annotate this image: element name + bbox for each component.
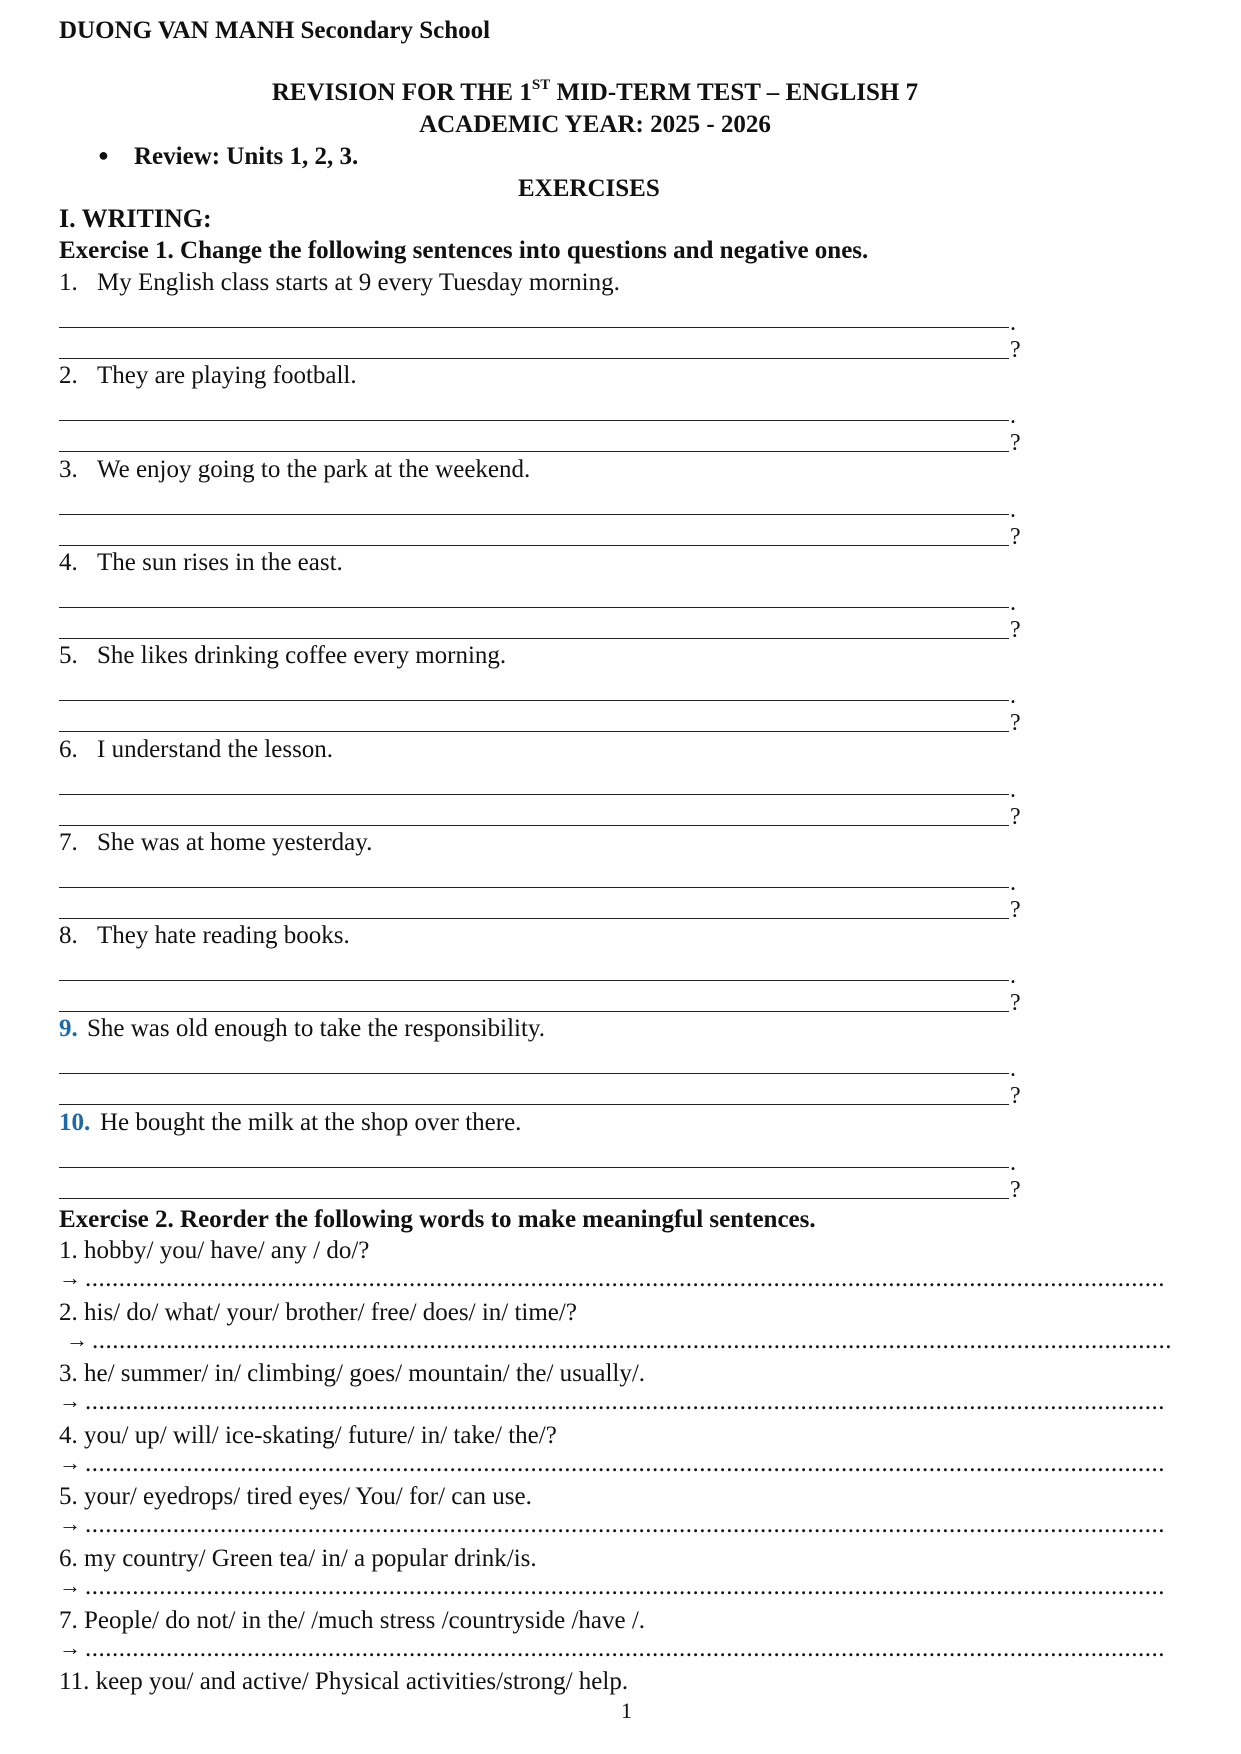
exercise2-item-words: 2. his/ do/ what/ your/ brother/ free/ does/ in/ time/? [59,1298,577,1326]
exercise1-item-sentence: We enjoy going to the park at the weekend. [97,455,531,483]
negative-answer-line[interactable] [59,1073,1009,1074]
answer-arrow-icon: → [66,1326,88,1352]
period-mark: . [1010,403,1016,430]
question-answer-line[interactable] [59,638,1009,639]
negative-answer-line[interactable] [59,420,1009,421]
school-name: DUONG VAN MANH Secondary School [59,17,491,44]
answer-arrow-icon: → [59,1449,81,1475]
answer-dotted-line[interactable]: ................................................................................................................................................................ [92,1326,1172,1354]
exercise2-item-words: 5. your/ eyedrops/ tired eyes/ You/ for/ can use. [59,1483,532,1511]
exercise1-item-sentence: She was at home yesterday. [97,828,373,856]
question-answer-line[interactable] [59,358,1009,359]
negative-answer-line[interactable] [59,514,1009,515]
exercise1-item-sentence: They are playing football. [97,362,357,390]
answer-dotted-line[interactable]: ................................................................................................................................................................ [85,1634,1165,1662]
answer-dotted-line[interactable]: ................................................................................................................................................................ [85,1573,1165,1600]
question-mark: ? [1010,337,1021,363]
question-mark: ? [1010,1083,1021,1110]
exercise1-item-number: 2. [59,362,78,390]
title-superscript: ST [531,77,551,93]
exercise1-item-number: 6. [59,735,78,763]
question-answer-line[interactable] [59,918,1009,919]
exercise1-heading: Exercise 1. Change the following sentences into questions and negative ones. [59,237,869,264]
page-number: 1 [621,1698,632,1723]
exercise1-item-sentence: They hate reading books. [97,922,350,950]
bullet-icon: ● [98,145,109,165]
exercise1-item-number: 9. [59,1015,78,1043]
page-title [0,77,1190,106]
exercise1-item-sentence: She likes drinking coffee every morning. [97,642,507,670]
negative-answer-line[interactable] [59,700,1009,701]
question-mark: ? [1010,803,1021,830]
question-answer-line[interactable] [59,1198,1009,1199]
exercise2-heading: Exercise 2. Reorder the following words to make meaningful sentences. [59,1206,816,1233]
question-mark: ? [1010,616,1021,643]
negative-answer-line[interactable] [59,980,1009,981]
exercise1-item-sentence: The sun rises in the east. [97,548,343,576]
negative-answer-line[interactable] [59,887,1009,888]
question-mark: ? [1010,896,1021,923]
exercise2-item-words: 7. People/ do not/ in the/ /much stress /countryside /have /. [59,1606,646,1634]
question-mark: ? [1010,430,1021,457]
exercise1-item-number: 4. [59,548,78,576]
exercise2-item-words: 1. hobby/ you/ have/ any / do/? [59,1237,370,1264]
review-units: Review: Units 1, 2, 3. [134,143,359,170]
exercise2-item-words: 3. he/ summer/ in/ climbing/ goes/ mountain/ the/ usually/. [59,1360,646,1388]
negative-answer-line[interactable] [59,327,1009,328]
exercise2-item-words: 6. my country/ Green tea/ in/ a popular drink/is. [59,1545,537,1572]
answer-dotted-line[interactable]: ................................................................................................................................................................ [85,1388,1165,1416]
question-answer-line[interactable] [59,1011,1009,1012]
exercise1-item-number: 7. [59,828,78,856]
answer-arrow-icon: → [59,1511,81,1537]
question-mark: ? [1010,523,1021,550]
exercise1-item-sentence: My English class starts at 9 every Tuesday morning. [97,269,620,296]
answer-arrow-icon: → [59,1265,81,1290]
title-post: MID-TERM TEST – ENGLISH 7 [550,79,919,106]
answer-arrow-icon: → [59,1634,81,1660]
answer-arrow-icon: → [59,1573,81,1598]
question-answer-line[interactable] [59,1104,1009,1105]
exercise1-item-number: 10. [59,1108,91,1136]
exercise2-item-words: 4. you/ up/ will/ ice-skating/ future/ in/ take/ the/? [59,1421,557,1449]
period-mark: . [1010,496,1016,523]
section-writing: I. WRITING: [59,204,212,233]
exercise1-item-sentence: I understand the lesson. [97,735,334,763]
answer-arrow-icon: → [59,1388,81,1414]
question-answer-line[interactable] [59,825,1009,826]
exercise1-item-number: 1. [59,269,78,296]
question-mark: ? [1010,990,1021,1017]
question-answer-line[interactable] [59,545,1009,546]
period-mark: . [1010,776,1016,803]
question-answer-line[interactable] [59,731,1009,732]
title-pre: REVISION FOR THE 1 [271,79,532,106]
answer-dotted-line[interactable]: ................................................................................................................................................................ [85,1511,1165,1539]
answer-dotted-line[interactable]: ................................................................................................................................................................ [85,1265,1165,1292]
exercise1-item-number: 3. [59,455,78,483]
exercises-heading: EXERCISES [518,175,660,202]
negative-answer-line[interactable] [59,1167,1009,1168]
period-mark: . [1010,1149,1016,1176]
period-mark: . [1010,589,1016,616]
period-mark: . [1010,683,1016,710]
period-mark: . [1010,1056,1016,1083]
question-mark: ? [1010,710,1021,737]
academic-year: ACADEMIC YEAR: 2025 - 2026 [419,111,771,138]
period-mark: . [1010,310,1016,336]
exercise1-item-number: 8. [59,922,78,950]
negative-answer-line[interactable] [59,607,1009,608]
exercise1-item-sentence: He bought the milk at the shop over there. [100,1108,522,1136]
negative-answer-line[interactable] [59,794,1009,795]
question-mark: ? [1010,1176,1021,1203]
period-mark: . [1010,963,1016,990]
period-mark: . [1010,869,1016,896]
exercise1-item-number: 5. [59,642,78,670]
exercise1-item-sentence: She was old enough to take the responsibility. [87,1015,546,1043]
question-answer-line[interactable] [59,451,1009,452]
answer-dotted-line[interactable]: ................................................................................................................................................................ [85,1449,1165,1477]
exercise2-item-words: 11. keep you/ and active/ Physical activities/strong/ help. [59,1668,629,1696]
